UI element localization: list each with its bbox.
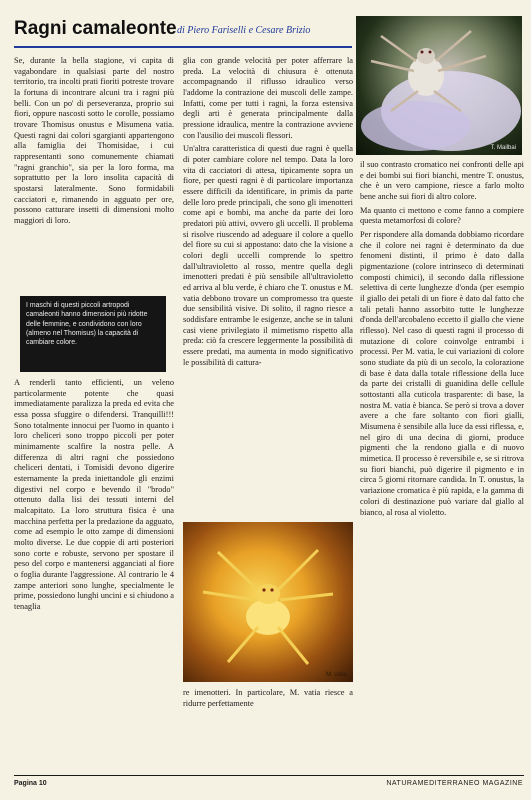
paragraph: il suo contrasto cromatico nei confronti delle api e dei bombi sui fiori bianchi, mentre T. onustus, che è un vero campione, riesce a farlo molto bene anche sui fiori di altro colore.: [360, 160, 524, 202]
paragraph: Un'altra caratteristica di questi due ragni è quella di poter cambiare colore nel tempo. Data la loro vita di cacciatori di attesa, tipicamente sopra un fiore, per questi ragni è di particolare importanza essere difficili da identificare, in primis da parte delle loro prede principali, che sono gli imenotteri come api e bombi, ma anche da parte dei loro predatori più attivi, ovvero gli uccelli. Il problema si risolve riuscendo ad adeguare il colore a quello del fiore su cui si appostano: dato che la visione a colori degli uccelli comprende lo spettro dall'ultravioletto al rosso, mentre quella degli imenotteri predati è più sensibile all'ultravioletto ed arriva al blu verde, è chiaro che T. onustus e M. vatia debbono trovare un compromesso tra queste due sensibilità visive. Di solito, il ragno riesce a soddisfare entrambe le esigenze, anche se in taluni casi viene privilegiato il mimetismo rispetto alla preda: ciò fa crescere leggermente la possibilità di essere predati, ma aumenta in modo significativo le possibilità di cattura-: [183, 144, 353, 367]
photo-credit-bottom: M. vatia: [325, 672, 347, 678]
spider-on-flower-illustration: [356, 16, 522, 155]
article-title: Ragni camaleonte: [14, 18, 177, 39]
footer-rule: [14, 775, 524, 776]
article-header: [14, 18, 354, 44]
photo-spider-white-flower: [356, 16, 522, 155]
photo-credit-top: T. Mailbai: [490, 145, 516, 151]
paragraph: A renderli tanto efficienti, un veleno particolarmente potente che quasi immediatamente paralizza la preda ed evita che essa possa sfuggire o difendersi. Tranquilli!!! Sono totalmente innocui per l'uomo in quanto i loro cheliceri sono troppo piccoli per poter minimamente scalfire la nostra pelle. A differenza di altri ragni che possiedono cheliceri dentati, i Tomisidi devono digerire esternamente la preda iniettandole gli enzimi digestivi nel corpo e bevendo il "brodo" ottenuto dalla lisi dei tessuti interni del malcapitato. La loro struttura fisica è una macchina perfetta per la predazione da agguato, come ad esempio le otto zampe di dimensioni molto diverse. Le due coppie di arti posteriori sono corte e robuste, servono per spostare il peso del corpo e mantenersi agganciati al fiore o foglia durante l'aggressione. Al contrario le 4 zampe anteriori sono lunghe, specialmente le prime, possiedono lunghi uncini e si chiudono a tenaglia: [14, 378, 174, 612]
paragraph: re imenotteri. In particolare, M. vatia riesce a ridurre perfettamente: [183, 688, 353, 708]
column-2-bottom: [183, 688, 353, 770]
column-3: [360, 160, 524, 772]
column-1-top: [14, 56, 174, 291]
magazine-name: NATURAMEDITERRANEO MAGAZINE: [386, 780, 523, 787]
paragraph: Per rispondere alla domanda dobbiamo ricordare che il colore nei ragni è determinato da due fenomeni distinti, il primo è dato dalla pigmentazione (colore intrinseco di determinati composti chimici), il secondo dalla riflessione selettiva di certe lunghezze d'onda (per esempio il giallo dei petali di un fiore è dato dal fatto che tali petali hanno assorbito tutte le lunghezze d'onda dell'arcobaleno eccetto il giallo che viene riflesso). Nel caso di questi ragni il processo di mutazione di colore coinvolge entrambi i processi. Per M. vatia, le cui variazioni di colore sono studiate da più di un secolo, la colorazione di base è data dalla totale riflessione della luce da parte dei cristalli di guanidina delle cellule sottostanti alla cuticola trasparente: di base, la nostra M. vatia è bianca. Se però si trova a dover avere a che fare soltanto con fiori gialli, Misumena è sensibile alla luce da essi riflessa, e, nel giro di una decina di giorni, produce pigmenti che la rendono gialla e di nuovo mimetica. Il processo è reversibile e, se si ritrova su fiori bianchi, può digerire il pigmento e in circa 5 giorni ritornare candida. In T. onustus, la variazione cromatica è più rapida, e la gamma di colori di destinazione può variare dal giallo al bianco, al rosa al violetto.: [360, 230, 524, 517]
column-2-top: [183, 56, 353, 518]
paragraph: glia con grande velocità per poter afferrare la preda. La velocità di chiusura è ottenuta accompagnando il riflusso idraulico verso l'addome la contrazione dei muscoli delle zampe. Infatti, come per tutti i ragni, la forza estensiva degli arti è generata principalmente dalla pressione idraulica, mentre la contrazione avviene con l'ausilio dei muscoli flessori.: [183, 56, 353, 140]
photo-spider-yellow: [183, 522, 353, 682]
page-number: Pagina 10: [14, 780, 47, 787]
article-byline: di Piero Fariselli e Cesare Brizio: [177, 25, 311, 36]
paragraph: Ma quanto ci mettono e come fanno a compiere questa metamorfosi di colore?: [360, 205, 524, 226]
header-rule: [14, 46, 352, 48]
column-1-bottom: [14, 378, 174, 770]
paragraph: Se, durante la bella stagione, vi capita di vagabondare in qualsiasi parte del nostro territorio, tra incolti prati fioriti potreste trovare la fortuna di incontrare alcuni tra i ragni più belli. Con un po' di perseveranza, proprio sui fiori, oppure nascosti sotto le corolle, possiamo trovare Thomisus onustus e Misumena vatia. Questi ragni dai colori sgargianti appartengono alla famiglia dei Thomisidae, i cui rappresentanti sono comunemente chiamati "ragni granchio", sia per la loro forma, ma soprattutto per la loro insolita capacità di spostarsi lateralmente. Sono formidabili cacciatori e, rimanendo in agguato per ore, possono catturare insetti di dimensioni molto maggiori di loro.: [14, 56, 174, 226]
caption-box: I maschi di questi piccoli artropodi camaleonti hanno dimensioni più ridotte delle femmine, e condividono con loro (almeno nel Thomisus) la capacità di cambiare colore.: [20, 296, 166, 372]
yellow-spider-illustration: [183, 522, 353, 682]
